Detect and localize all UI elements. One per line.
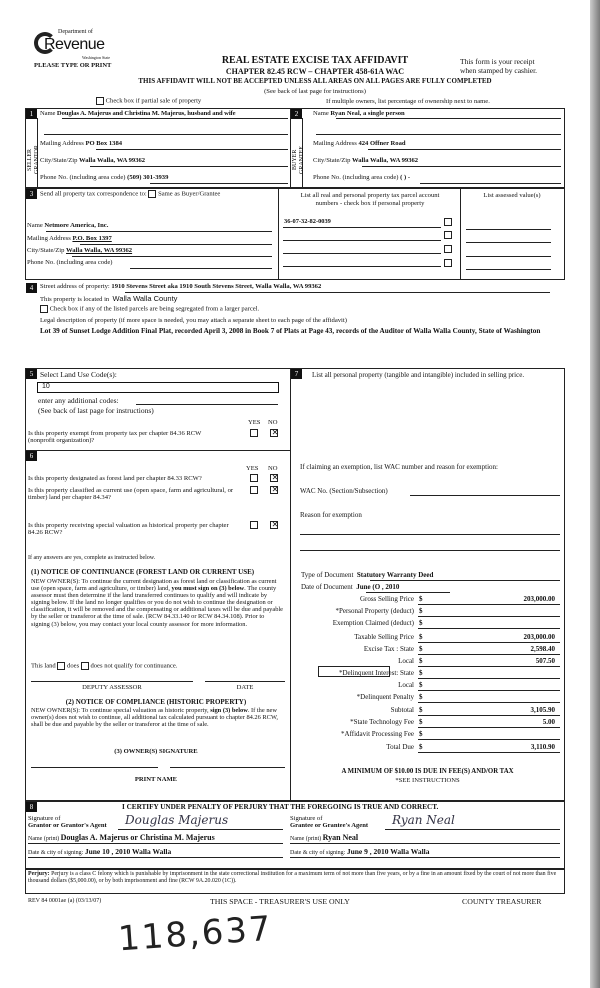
section-3-number: 3	[26, 189, 37, 199]
tax-row-label: Gross Selling Price	[359, 595, 414, 603]
logo-revenue: Revenue	[44, 36, 105, 53]
tax-row	[290, 743, 565, 755]
wac-label: WAC No. (Section/Subsection)	[300, 487, 388, 495]
assessed-header: List assessed value(s)	[483, 192, 541, 199]
buyer-phone[interactable]: ( ) -	[400, 174, 411, 181]
receipt-note-2: when stamped by cashier.	[460, 66, 538, 75]
currency-symbol: $	[419, 743, 423, 751]
tax-row	[290, 706, 565, 718]
currency-symbol: $	[419, 669, 423, 677]
personal-property-checkbox[interactable]	[444, 231, 452, 239]
form-title: REAL ESTATE EXCISE TAX AFFIDAVIT	[221, 55, 409, 66]
yes-header: YES	[246, 465, 259, 472]
property-county[interactable]: Walla Walla County	[112, 294, 178, 303]
perjury-notice: Perjury: Perjury is a class C felony which is punishable by imprisonment in the state correctional institution for a maximum term of not more than five years, or by a fine in an amount fixed by the court of not more than five thousand dollars ($5,000.00), or by both imprisonment and fine (RCW 9A.20.020 (1C)).	[28, 871, 557, 884]
tax-row	[290, 633, 565, 645]
current-use-question: Is this property classified as current use (open space, farm and agricultural, or timber) land per chapter 84.34?	[28, 487, 234, 502]
tax-row	[290, 595, 565, 607]
buyer-label: BUYER GRANTEE	[292, 146, 305, 174]
tax-row-label: Subtotal	[390, 706, 414, 714]
tax-row-label: Exemption Claimed (deduct)	[332, 619, 414, 627]
personal-property-checkbox[interactable]	[444, 218, 452, 226]
correspondence-name[interactable]: Netmore America, Inc.	[44, 222, 109, 229]
partial-sale-checkbox[interactable]	[96, 97, 104, 105]
date-label: DATE	[236, 684, 254, 691]
tax-row	[290, 645, 565, 657]
land-use-label: Select Land Use Code(s):	[40, 370, 117, 379]
personal-property-checkbox[interactable]	[444, 245, 452, 253]
grantee-print-name[interactable]: Ryan Neal	[322, 833, 359, 842]
tax-row	[290, 718, 565, 730]
print-name-line[interactable]	[170, 767, 285, 768]
county-treasurer: COUNTY TREASURER	[462, 897, 542, 906]
correspondence-phone-label: Phone No. (including area code)	[27, 259, 113, 266]
seller-mail[interactable]: PO Box 1384	[85, 140, 123, 147]
tax-row-label: Excise Tax : State	[363, 645, 414, 653]
notice-compliance-title: (2) NOTICE OF COMPLIANCE (HISTORIC PROPERTY)	[65, 698, 247, 706]
additional-codes-label: enter any additional codes:	[38, 396, 119, 405]
tax-row-value[interactable]: 3,105.90	[530, 706, 555, 714]
grantor-signature-line[interactable]	[118, 829, 283, 830]
document-date[interactable]: June (O , 2010	[356, 583, 400, 591]
parcel-header-2: numbers - check box if personal property	[315, 200, 425, 207]
no-header: NO	[268, 465, 278, 472]
currency-symbol: $	[419, 693, 423, 701]
tax-row-value[interactable]: 5.00	[542, 718, 555, 726]
grantee-signature-line[interactable]	[385, 829, 560, 830]
tax-row-label: *Affidavit Processing Fee	[341, 730, 414, 738]
seller-name[interactable]: Douglas A. Majerus and Christina M. Majerus, husband and wife	[56, 110, 236, 117]
personal-property-label: List all personal property (tangible and intangible) included in selling price.	[312, 371, 525, 379]
currency-symbol: $	[419, 619, 423, 627]
personal-property-checkbox[interactable]	[444, 259, 452, 267]
form-revision: REV 84 0001ae (a) (03/13/07)	[28, 898, 102, 904]
land-use-code-input[interactable]: 10	[37, 382, 279, 393]
grantee-date-city[interactable]: June 9 , 2010 Walla Walla	[346, 847, 430, 856]
form-chapter: CHAPTER 82.45 RCW – CHAPTER 458-61A WAC	[225, 67, 405, 76]
receipt-note: This form is your receipt	[460, 57, 535, 66]
section-6-number: 6	[26, 451, 37, 461]
logo-dept: Department of	[58, 29, 93, 35]
reason-label: Reason for exemption	[300, 511, 362, 519]
tax-row	[290, 681, 565, 693]
owner-signature-title: (3) OWNER(S) SIGNATURE	[114, 748, 198, 755]
tax-row-label: *State Technology Fee	[350, 718, 414, 726]
tax-row-label: *Delinquent Interest: State	[338, 669, 414, 677]
tax-row	[290, 730, 565, 742]
buyer-city[interactable]: Walla Walla, WA 99362	[352, 157, 419, 164]
currency-symbol: $	[419, 595, 423, 603]
reason-input[interactable]	[300, 534, 560, 535]
exempt-yes-checkbox[interactable]	[250, 429, 258, 437]
tax-row-value[interactable]: 203,000.00	[523, 633, 555, 641]
reason-input-2[interactable]	[300, 550, 560, 551]
partial-sale-label: Check box if partial sale of property	[105, 97, 202, 105]
parcel-number[interactable]: 36-07-32-82-0039	[284, 218, 331, 225]
if-any-yes: If any answers are yes, complete as instructed below.	[28, 555, 156, 561]
treasurer-space: THIS SPACE - TREASURER'S USE ONLY	[210, 897, 350, 906]
legal-description[interactable]: Lot 39 of Sunset Lodge Addition Final Plat, recorded April 3, 2008 in Book 7 of Plats at Page 43, records of the Auditor of Walla Walla County, State of Washington	[40, 327, 541, 335]
buyer-mail[interactable]: 424 Offner Road	[358, 140, 406, 147]
same-as-buyer-checkbox[interactable]	[148, 190, 156, 198]
notice-continuance-body: NEW OWNER(S): To continue the current designation as forest land or classification as current use (open space, farm and agriculture, or timber) land, you must sign on (3) below. The county assessor must then determine if the land transferred continues to qualify and will indicate by signing below. If the land no longer qualifies or you do not wish to continue the designation or classification, it will be removed and the compensating or additional taxes will be due and payable by the seller or transferor at the time of sale. (RCW 84.33.140 or RCW 84.34.108). Prior to signing (3) below, you may contact your local county assessor for more information.	[31, 578, 283, 628]
notice-continuance-title: (1) NOTICE OF CONTINUANCE (FOREST LAND OR CURRENT USE)	[31, 568, 255, 576]
currency-symbol: $	[419, 681, 423, 689]
tax-row	[290, 607, 565, 619]
tax-row-label: Local	[398, 681, 414, 689]
notice-compliance-body: NEW OWNER(S): To continue special valuation as historic property, sign (3) below. If the new owner(s) does not wish to continue, all additional tax calculated pursuant to chapter 84.26 RCW, shall be due and payable by the seller or transferor at the time of sale.	[31, 707, 278, 729]
section-4-number: 4	[26, 283, 37, 293]
section-2-number: 2	[291, 109, 302, 119]
correspondence-city[interactable]: Walla Walla, WA 99362	[66, 247, 133, 254]
tax-row-label: Total Due	[386, 743, 414, 751]
correspondence-mail[interactable]: P.O. Box 1397	[72, 235, 112, 242]
owner-signature-line[interactable]	[31, 767, 158, 768]
current-use-yes-checkbox[interactable]	[250, 486, 258, 494]
segregated-checkbox[interactable]	[40, 305, 48, 313]
currency-symbol: $	[419, 730, 423, 738]
currency-symbol: $	[419, 633, 423, 641]
handwritten-number: 118,637	[116, 908, 274, 960]
section-8-number: 8	[26, 802, 37, 812]
property-street[interactable]: 1910 Stevens Street aka 1910 South Stevens Street, Walla Walla, WA 99362	[111, 283, 322, 290]
certify-statement: I CERTIFY UNDER PENALTY OF PERJURY THAT THE FOREGOING IS TRUE AND CORRECT.	[122, 803, 439, 811]
legal-label: Legal description of property (if more space is needed, you may attach a separate sheet to each page of the affidavit)	[40, 317, 347, 324]
sec5-see-back: (See back of last page for instructions)	[38, 406, 154, 415]
form-warning: THIS AFFIDAVIT WILL NOT BE ACCEPTED UNLESS ALL AREAS ON ALL PAGES ARE FULLY COMPLETED	[138, 77, 492, 85]
wac-input[interactable]	[410, 495, 560, 496]
please-type: PLEASE TYPE OR PRINT	[34, 62, 112, 69]
tax-row-value[interactable]: 507.50	[535, 657, 555, 665]
section-5-number: 5	[26, 369, 37, 379]
tax-row-label: Taxable Selling Price	[354, 633, 414, 641]
exempt-question: Is this property exempt from property tax per chapter 84.36 RCW (nonprofit organization)?	[28, 430, 202, 445]
tax-row-label: *Personal Property (deduct)	[335, 607, 414, 615]
section-7-number: 7	[291, 369, 302, 379]
forest-yes-checkbox[interactable]	[250, 474, 258, 482]
historic-yes-checkbox[interactable]	[250, 521, 258, 529]
buyer-name[interactable]: Ryan Neal, a single person	[330, 110, 405, 117]
seller-label: SELLER GRANTOR	[27, 145, 40, 175]
currency-symbol: $	[419, 607, 423, 615]
grantor-signature: Douglas Majerus	[125, 813, 229, 827]
grantee-signature: Ryan Neal	[392, 813, 455, 827]
tax-row-label: *Delinquent Penalty	[356, 693, 414, 701]
grantor-print-name[interactable]: Douglas A. Majerus or Christina M. Majerus	[60, 833, 215, 842]
multiple-owners-note: If multiple owners, list percentage of ownership next to name.	[326, 98, 490, 105]
local-code-box[interactable]	[318, 666, 390, 677]
section-1-number: 1	[26, 109, 37, 119]
historic-question: Is this property receiving special valuation as historical property per chapter 84.26 RCW?	[28, 522, 229, 537]
currency-symbol: $	[419, 718, 423, 726]
see-back: (See back of last page for instructions)	[264, 88, 366, 95]
tax-row-value[interactable]: 2,598.40	[530, 645, 555, 653]
logo-state: Washington State	[82, 55, 111, 60]
currency-symbol: $	[419, 657, 423, 665]
does-qualify-checkbox[interactable]	[57, 662, 65, 670]
tax-row	[290, 619, 565, 631]
yes-header: YES	[248, 419, 261, 426]
forest-no-checkbox[interactable]	[270, 474, 278, 482]
currency-symbol: $	[419, 706, 423, 714]
deputy-assessor-label: DEPUTY ASSESSOR	[82, 684, 142, 691]
exemption-label: If claiming an exemption, list WAC number and reason for exemption:	[300, 463, 498, 471]
seller-city[interactable]: Walla Walla, WA 99362	[79, 157, 146, 164]
exempt-no-checkbox[interactable]	[270, 429, 278, 437]
current-use-no-checkbox[interactable]	[270, 486, 278, 494]
document-type[interactable]: Statutory Warranty Deed	[356, 571, 434, 579]
additional-codes-input[interactable]	[136, 404, 278, 405]
deputy-assessor-line[interactable]	[31, 681, 193, 682]
see-instructions: *SEE INSTRUCTIONS	[395, 777, 460, 784]
minimum-due-note: A MINIMUM OF $10.00 IS DUE IN FEE(S) AND/OR TAX	[341, 768, 514, 775]
tax-row-label: Local	[398, 657, 414, 665]
tax-row-value[interactable]: 203,000.00	[523, 595, 555, 603]
date-line[interactable]	[205, 681, 285, 682]
print-name-label: PRINT NAME	[134, 776, 178, 783]
does-not-qualify-checkbox[interactable]	[81, 662, 89, 670]
forest-question: Is this property designated as forest land per chapter 84.33 RCW?	[28, 475, 202, 482]
scan-edge	[590, 0, 600, 988]
no-header: NO	[268, 419, 278, 426]
parcel-header: List all real and personal property tax parcel account	[300, 192, 440, 199]
historic-no-checkbox[interactable]	[270, 521, 278, 529]
tax-row	[290, 693, 565, 705]
seller-phone[interactable]: (509) 301-3939	[127, 174, 169, 181]
grantor-date-city[interactable]: June 10 , 2010 Walla Walla	[84, 847, 172, 856]
currency-symbol: $	[419, 645, 423, 653]
tax-row-value[interactable]: 3,110.90	[530, 743, 555, 751]
